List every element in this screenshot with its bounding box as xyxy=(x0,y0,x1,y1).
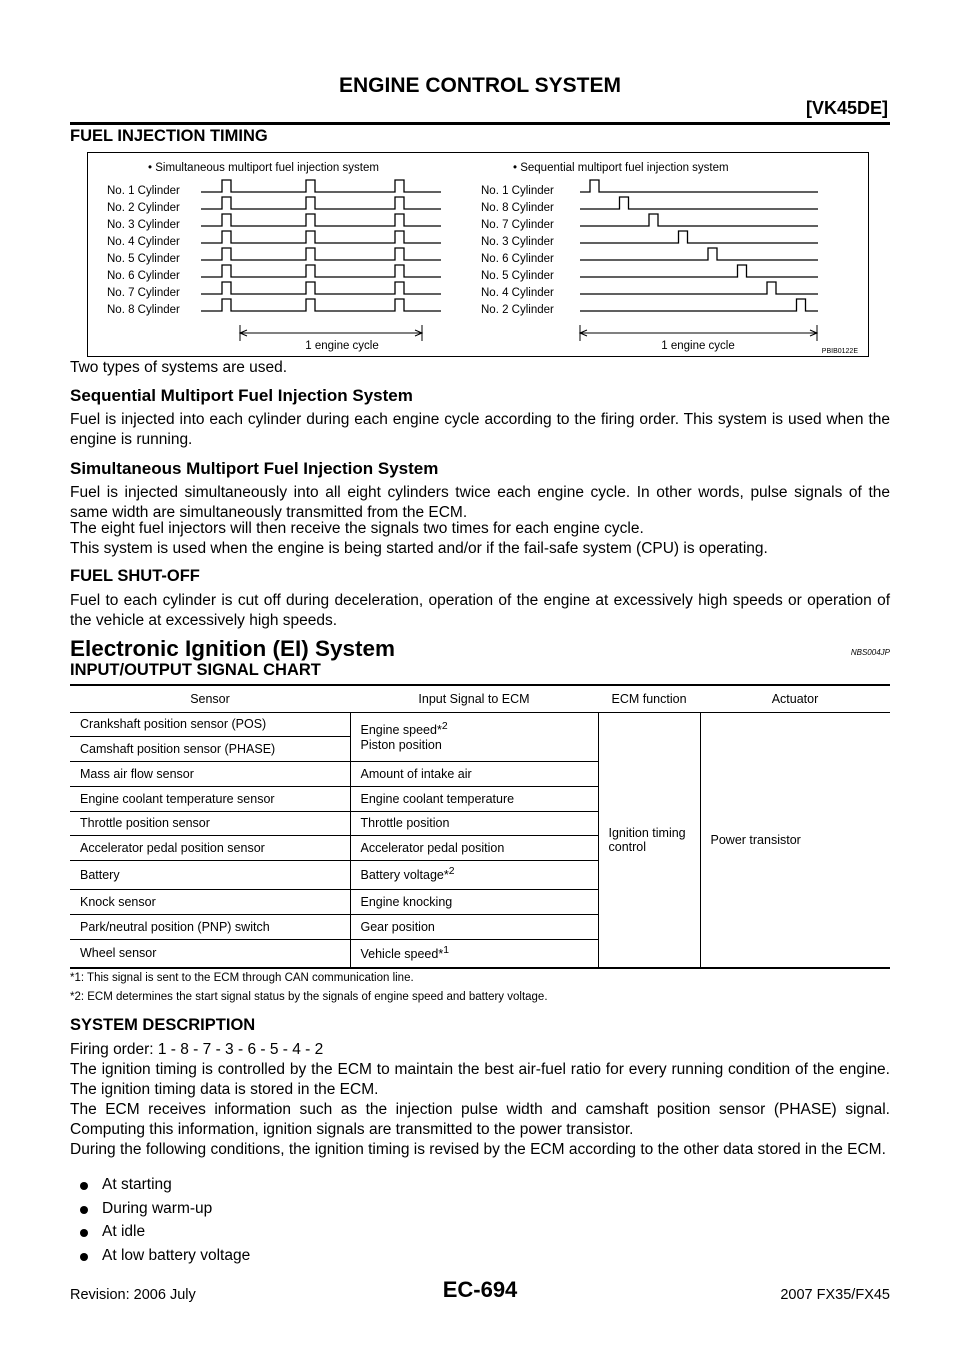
actuator-cell: Power transistor xyxy=(700,712,890,968)
pulse-trace xyxy=(201,180,441,192)
left-cycle-marker xyxy=(240,325,422,341)
signal-battery-voltage: Battery voltage* xyxy=(360,868,449,883)
system-description-heading: SYSTEM DESCRIPTION xyxy=(70,1016,256,1034)
signal-cell xyxy=(350,860,598,889)
description-para-3: During the following conditions, the ignition timing is revised by the ECM according to the other data stored in the ECM. xyxy=(70,1141,886,1158)
vehicle-model: 2007 FX35/FX45 xyxy=(780,1287,890,1303)
sensor-cell: Battery xyxy=(70,860,350,889)
sensor-cell: Throttle position sensor xyxy=(70,811,350,835)
ei-system-heading: Electronic Ignition (EI) System xyxy=(70,636,396,661)
signal-cell: Engine knocking xyxy=(350,889,598,914)
pulse-trace xyxy=(580,231,818,243)
signal-cell: Accelerator pedal position xyxy=(350,835,598,860)
pulse-trace xyxy=(580,299,818,311)
pulse-trace xyxy=(201,197,441,209)
figure-code: PBIB0122E xyxy=(821,348,858,355)
signal-vehicle-speed: Vehicle speed* xyxy=(360,947,444,962)
function-line-1: Ignition timing xyxy=(608,825,686,840)
revision-date: Revision: 2006 July xyxy=(70,1287,196,1303)
sensor-cell: Crankshaft position sensor (POS) xyxy=(70,712,350,736)
left-cycle-label: 1 engine cycle xyxy=(305,340,379,352)
sequential-diagram-title: • Sequential multiport fuel injection system xyxy=(513,162,729,174)
simultaneous-heading: Simultaneous Multiport Fuel Injection System xyxy=(70,459,439,478)
simultaneous-text-3: This system is used when the engine is being started and/or if the fail-safe system (CPU) is operating. xyxy=(70,540,768,557)
pulse-trace xyxy=(201,231,441,243)
list-item: At idle xyxy=(80,1223,250,1247)
cylinder-label: No. 5 Cylinder xyxy=(107,253,180,265)
signal-piston-position: Piston position xyxy=(360,737,442,752)
pulse-trace xyxy=(201,248,441,260)
signal-cell xyxy=(350,939,598,968)
simultaneous-cylinder-labels xyxy=(107,185,180,316)
signal-cell xyxy=(350,712,598,761)
conditions-list xyxy=(80,1176,250,1270)
signal-cell: Amount of intake air xyxy=(350,761,598,786)
pulse-trace xyxy=(580,282,818,294)
right-cycle-marker xyxy=(580,325,817,341)
cylinder-label: No. 2 Cylinder xyxy=(481,304,554,316)
table-header-row xyxy=(70,685,890,712)
page-title: ENGINE CONTROL SYSTEM xyxy=(339,74,621,97)
pulse-trace xyxy=(201,265,441,277)
col-header-function: ECM function xyxy=(598,685,700,712)
signal-cell: Throttle position xyxy=(350,811,598,835)
cylinder-label: No. 7 Cylinder xyxy=(107,287,180,299)
header-divider xyxy=(70,122,890,125)
page-number: EC-694 xyxy=(442,1277,518,1302)
sequential-text: Fuel is injected into each cylinder during each engine cycle according to the firing order. This system is used when the engine is running. xyxy=(70,411,890,448)
sensor-cell: Accelerator pedal position sensor xyxy=(70,835,350,860)
pulse-trace xyxy=(580,197,818,209)
timing-diagram-svg xyxy=(88,153,868,356)
description-para-1: The ignition timing is controlled by the ECM to maintain the best air-fuel ratio for every running condition of the engine. The ignition timing data is stored in the ECM. xyxy=(70,1061,890,1098)
fuel-shutoff-heading: FUEL SHUT-OFF xyxy=(70,567,200,585)
cylinder-label: No. 3 Cylinder xyxy=(481,236,554,248)
fuel-injection-timing-heading: FUEL INJECTION TIMING xyxy=(70,127,268,145)
sensor-cell: Engine coolant temperature sensor xyxy=(70,786,350,811)
pulse-trace xyxy=(580,265,818,277)
simultaneous-text-1: Fuel is injected simultaneously into all eight cylinders twice each engine cycle. In other words, pulse signals of the same width are simultaneously transmitted from the ECM. xyxy=(70,484,890,521)
cylinder-label: No. 7 Cylinder xyxy=(481,219,554,231)
pulse-trace xyxy=(201,282,441,294)
cylinder-label: No. 4 Cylinder xyxy=(481,287,554,299)
simultaneous-diagram-title: • Simultaneous multiport fuel injection system xyxy=(148,162,379,174)
list-item: At starting xyxy=(80,1176,250,1200)
signal-cell: Engine coolant temperature xyxy=(350,786,598,811)
table-row xyxy=(70,712,890,736)
sensor-cell: Knock sensor xyxy=(70,889,350,914)
fuel-shutoff-text: Fuel to each cylinder is cut off during deceleration, operation of the engine at excessively high speeds or operation of the vehicle at excessively high speeds. xyxy=(70,592,890,629)
footnote-ref: 1 xyxy=(443,945,449,957)
cylinder-label: No. 3 Cylinder xyxy=(107,219,180,231)
pulse-trace xyxy=(580,214,818,226)
sensor-cell: Mass air flow sensor xyxy=(70,761,350,786)
sensor-cell: Park/neutral position (PNP) switch xyxy=(70,914,350,939)
pulse-trace xyxy=(201,214,441,226)
list-item: At low battery voltage xyxy=(80,1247,250,1271)
right-cycle-label: 1 engine cycle xyxy=(661,340,735,352)
table-note-2: *2: ECM determines the start signal status by the signals of engine speed and battery voltage. xyxy=(70,991,548,1003)
col-header-actuator: Actuator xyxy=(700,685,890,712)
signal-chart-table xyxy=(70,684,890,969)
section-ref-code: NBS004JP xyxy=(850,648,890,657)
col-header-sensor: Sensor xyxy=(70,685,350,712)
cylinder-label: No. 6 Cylinder xyxy=(107,270,180,282)
footnote-ref: 2 xyxy=(448,866,455,878)
injection-timing-diagram xyxy=(87,152,869,357)
footnote-ref: 2 xyxy=(441,721,448,733)
col-header-input: Input Signal to ECM xyxy=(350,685,598,712)
pulse-trace xyxy=(201,299,441,311)
cylinder-label: No. 2 Cylinder xyxy=(107,202,180,214)
description-para-2: The ECM receives information such as the injection pulse width and camshaft position sensor (PHASE) signal. Computing this information, ignition signals are transmitted to the power transistor. xyxy=(70,1101,890,1138)
sequential-pulse-traces xyxy=(580,180,818,311)
simultaneous-text-2: The eight fuel injectors will then receive the signals two times for each engine cycle. xyxy=(70,520,644,537)
cylinder-label: No. 1 Cylinder xyxy=(481,185,554,197)
cylinder-label: No. 8 Cylinder xyxy=(107,304,180,316)
table-note-1: *1: This signal is sent to the ECM through CAN communication line. xyxy=(70,972,414,984)
function-line-2: control xyxy=(608,839,647,854)
cylinder-label: No. 1 Cylinder xyxy=(107,185,180,197)
sensor-cell: Wheel sensor xyxy=(70,939,350,968)
cylinder-label: No. 6 Cylinder xyxy=(481,253,554,265)
signal-cell: Gear position xyxy=(350,914,598,939)
function-cell xyxy=(598,712,700,968)
signal-engine-speed: Engine speed* xyxy=(360,723,442,738)
sensor-cell: Camshaft position sensor (PHASE) xyxy=(70,736,350,761)
engine-model: [VK45DE] xyxy=(805,98,888,118)
pulse-trace xyxy=(580,180,818,192)
systems-intro: Two types of systems are used. xyxy=(70,359,288,376)
cylinder-label: No. 8 Cylinder xyxy=(481,202,554,214)
cylinder-label: No. 4 Cylinder xyxy=(107,236,180,248)
simultaneous-pulse-traces xyxy=(201,180,441,311)
signal-chart-heading: INPUT/OUTPUT SIGNAL CHART xyxy=(70,661,321,679)
sequential-heading: Sequential Multiport Fuel Injection System xyxy=(70,386,413,405)
pulse-trace xyxy=(580,248,818,260)
cylinder-label: No. 5 Cylinder xyxy=(481,270,554,282)
firing-order: Firing order: 1 - 8 - 7 - 3 - 6 - 5 - 4 - 2 xyxy=(70,1041,324,1058)
list-item: During warm-up xyxy=(80,1200,250,1224)
sequential-cylinder-labels xyxy=(481,185,554,316)
